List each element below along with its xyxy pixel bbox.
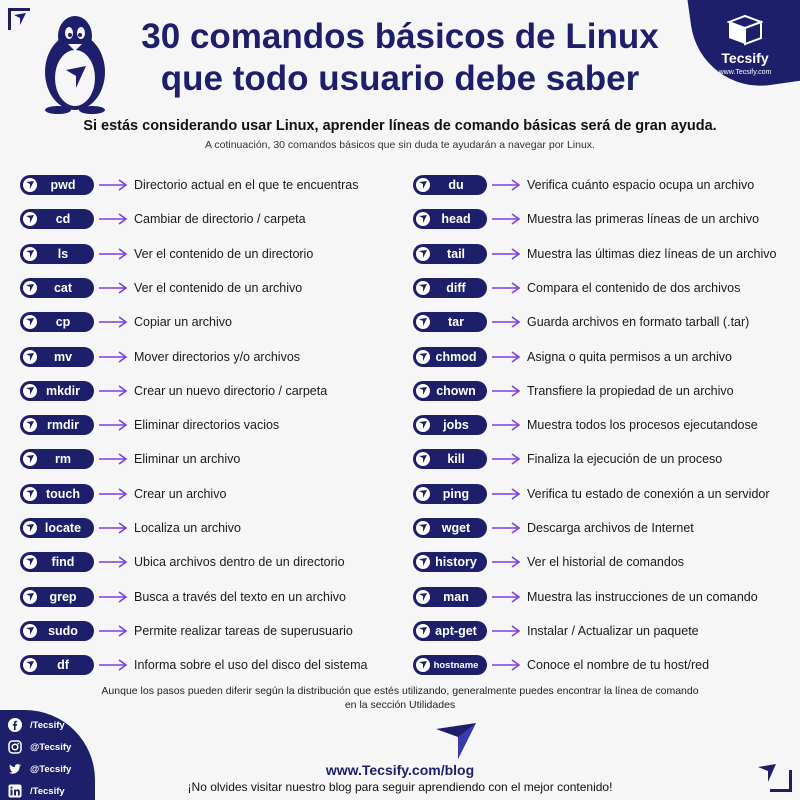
command-pill	[20, 244, 94, 264]
command-pill	[20, 175, 94, 195]
tecsify-bullet-icon	[418, 386, 428, 396]
tecsify-bullet-icon	[418, 180, 428, 190]
command-description: Ubica archivos dentro de un directorio	[134, 555, 345, 570]
social-twitter-label: @Tecsify	[30, 763, 72, 775]
command-pill	[413, 415, 487, 435]
arrow-right-icon	[98, 453, 128, 465]
tecsify-bullet-icon	[418, 592, 428, 602]
command-name: man	[443, 589, 469, 604]
command-name: du	[448, 178, 464, 192]
arrow-right-icon	[98, 488, 128, 500]
command-pill	[20, 312, 94, 332]
command-name: diff	[446, 280, 466, 295]
command-pill	[413, 244, 487, 264]
arrow-right-icon	[98, 179, 128, 191]
command-pill	[20, 484, 94, 504]
arrow-right-icon	[98, 522, 128, 534]
command-row-kill	[413, 448, 722, 470]
social-facebook-label: /Tecsify	[30, 719, 65, 731]
command-name: cp	[55, 315, 71, 330]
bullet-dot	[416, 212, 430, 226]
command-description: Compara el contenido de dos archivos	[527, 280, 741, 295]
tecsify-bullet-icon	[25, 592, 35, 602]
command-name: chmod	[435, 349, 477, 364]
command-name: kill	[447, 452, 465, 467]
tecsify-bullet-icon	[25, 214, 35, 224]
command-description: Verifica cuánto espacio ocupa un archivo	[527, 178, 755, 192]
tecsify-bullet-icon	[25, 420, 35, 430]
command-row-rmdir	[20, 414, 279, 436]
social-linkedin-label: /Tecsify	[30, 785, 65, 797]
command-name: chown	[436, 383, 476, 398]
tecsify-bullet-icon	[418, 214, 428, 224]
tecsify-bullet-icon	[25, 523, 35, 533]
command-row-rm	[20, 448, 240, 470]
command-row-cd	[20, 208, 306, 230]
command-pill	[20, 587, 94, 607]
arrow-right-icon	[491, 488, 521, 500]
command-row-du	[413, 174, 754, 196]
arrow-right-icon	[98, 282, 128, 294]
command-pill	[20, 381, 94, 401]
command-description: Crear un archivo	[134, 486, 227, 501]
command-pill	[413, 449, 487, 469]
bullet-dot	[23, 521, 37, 535]
command-name: tail	[446, 246, 466, 261]
command-row-chmod	[413, 346, 732, 368]
command-name: grep	[49, 589, 77, 604]
social-linkedin[interactable]	[8, 780, 108, 800]
command-name: cat	[53, 280, 73, 295]
command-name: pwd	[50, 178, 76, 192]
command-name: head	[441, 212, 471, 227]
bullet-dot	[416, 590, 430, 604]
command-description: Eliminar un archivo	[134, 452, 241, 467]
title-line-1: 30 comandos básicos de Linux	[141, 17, 659, 56]
linkedin-icon	[8, 784, 22, 798]
command-row-jobs	[413, 414, 758, 436]
brand-name: Tecsify	[721, 50, 769, 66]
command-description: Conoce el nombre de tu host/red	[527, 658, 710, 673]
command-name: sudo	[48, 623, 78, 638]
tecsify-bullet-icon	[418, 352, 428, 362]
command-description: Transfiere la propiedad de un archivo	[527, 383, 734, 398]
tecsify-bullet-icon	[25, 660, 35, 670]
command-row-diff	[413, 277, 740, 299]
bullet-dot	[416, 555, 430, 569]
command-description: Cambiar de directorio / carpeta	[134, 212, 306, 227]
bullet-dot	[416, 418, 430, 432]
arrow-right-icon	[491, 316, 521, 328]
arrow-right-icon	[98, 659, 128, 671]
arrow-right-icon	[491, 385, 521, 397]
command-name: tar	[448, 315, 464, 330]
bullet-dot	[23, 315, 37, 329]
bullet-dot	[23, 247, 37, 261]
blog-url-link[interactable]: www.Tecsify.com/blog	[325, 762, 475, 778]
tecsify-bullet-icon	[418, 489, 428, 499]
command-name: ls	[57, 246, 69, 261]
facebook-icon	[8, 718, 22, 732]
page-title	[110, 16, 690, 100]
command-pill	[20, 278, 94, 298]
tecsify-bullet-icon	[25, 489, 35, 499]
command-pill	[20, 415, 94, 435]
bullet-dot	[23, 555, 37, 569]
instagram-icon	[8, 740, 22, 754]
command-row-chown	[413, 380, 734, 402]
subtitle: Si estás considerando usar Linux, aprender líneas de comando básicas será de gran ayuda.	[83, 118, 717, 134]
arrow-right-icon	[491, 282, 521, 294]
command-description: Crear un nuevo directorio / carpeta	[134, 383, 328, 398]
bullet-dot	[416, 247, 430, 261]
tecsify-bullet-icon	[25, 283, 35, 293]
commands-grid	[0, 174, 800, 674]
blog-cta-text: ¡No olvides visitar nuestro blog para seguir aprendiendo con el mejor contenido!	[187, 780, 613, 794]
arrow-right-icon	[98, 385, 128, 397]
social-instagram-label: @Tecsify	[30, 741, 72, 753]
bullet-dot	[23, 212, 37, 226]
bullet-dot	[416, 315, 430, 329]
arrow-right-icon	[491, 556, 521, 568]
command-pill	[413, 621, 487, 641]
command-row-cp	[20, 311, 232, 333]
social-links	[8, 714, 108, 800]
command-row-mv	[20, 346, 300, 368]
command-row-grep	[20, 586, 346, 608]
command-name: df	[57, 658, 69, 673]
command-description: Mover directorios y/o archivos	[134, 349, 301, 364]
arrow-right-icon	[491, 351, 521, 363]
bullet-dot	[416, 384, 430, 398]
command-name: hostname	[433, 659, 479, 671]
command-pill	[413, 518, 487, 538]
social-twitter[interactable]	[8, 758, 108, 780]
command-row-df	[20, 654, 367, 676]
intro-text: A cotinuación, 30 comandos básicos que sin duda te ayudarán a navegar por Linux.	[205, 139, 595, 151]
command-row-hostname	[413, 654, 709, 676]
command-name: rm	[55, 452, 71, 467]
command-pill	[20, 347, 94, 367]
arrow-right-icon	[491, 522, 521, 534]
command-row-tail	[413, 243, 776, 265]
bullet-dot	[23, 178, 37, 192]
title-line-2: que todo usuario debe saber	[160, 59, 640, 98]
command-pill	[413, 655, 487, 675]
bullet-dot	[416, 350, 430, 364]
bullet-dot	[23, 487, 37, 501]
bullet-dot	[416, 521, 430, 535]
command-description: Copiar un archivo	[134, 315, 232, 330]
bullet-dot	[416, 281, 430, 295]
command-description: Instalar / Actualizar un paquete	[527, 623, 699, 638]
command-description: Muestra las últimas diez líneas de un archivo	[527, 246, 777, 261]
arrow-right-icon	[98, 248, 128, 260]
bullet-dot	[416, 178, 430, 192]
command-pill	[413, 381, 487, 401]
brand-block	[708, 14, 782, 76]
arrow-right-icon	[491, 625, 521, 637]
command-description: Permite realizar tareas de superusuario	[134, 623, 353, 638]
command-description: Ver el historial de comandos	[527, 555, 685, 570]
twitter-icon	[8, 762, 22, 776]
command-row-touch	[20, 483, 226, 505]
bullet-dot	[23, 658, 37, 672]
tecsify-corner-logo-icon	[758, 764, 776, 782]
command-pill	[413, 278, 487, 298]
arrow-right-icon	[98, 419, 128, 431]
tecsify-bullet-icon	[418, 557, 428, 567]
bullet-dot	[23, 452, 37, 466]
tecsify-bullet-icon	[25, 317, 35, 327]
command-pill	[20, 621, 94, 641]
command-description: Finaliza la ejecución de un proceso	[527, 452, 723, 467]
tecsify-bullet-icon	[25, 180, 35, 190]
command-description: Ver el contenido de un archivo	[134, 280, 303, 295]
command-row-apt-get	[413, 620, 699, 642]
footer-note: Aunque los pasos pueden diferir según la distribución que estés utilizando, generalmente puedes encontrar la línea de comando en la sección Utilidades	[101, 685, 699, 711]
command-description: Muestra las primeras líneas de un archivo	[527, 212, 760, 227]
command-description: Verifica tu estado de conexión a un servidor	[527, 486, 770, 501]
command-pill	[413, 209, 487, 229]
arrow-right-icon	[98, 213, 128, 225]
tecsify-bullet-icon	[418, 660, 428, 670]
arrow-right-icon	[491, 591, 521, 603]
command-name: apt-get	[435, 623, 477, 638]
tecsify-bullet-icon	[25, 386, 35, 396]
command-name: cd	[55, 212, 71, 227]
command-row-locate	[20, 517, 241, 539]
bullet-dot	[416, 452, 430, 466]
arrow-right-icon	[491, 453, 521, 465]
command-pill	[20, 209, 94, 229]
bullet-dot	[23, 418, 37, 432]
bullet-dot	[23, 281, 37, 295]
command-pill	[413, 484, 487, 504]
command-pill	[413, 312, 487, 332]
command-pill	[413, 175, 487, 195]
bullet-dot	[23, 384, 37, 398]
command-pill	[20, 449, 94, 469]
command-pill	[413, 587, 487, 607]
bullet-dot	[416, 624, 430, 638]
command-name: locate	[44, 521, 82, 535]
tecsify-bullet-icon	[25, 626, 35, 636]
command-description: Muestra todos los procesos ejecutandose	[527, 418, 758, 433]
tecsify-small-logo-icon	[14, 13, 26, 25]
bullet-dot	[416, 658, 430, 672]
social-facebook[interactable]	[8, 714, 108, 736]
command-description: Guarda archivos en formato tarball (.tar)	[527, 315, 750, 330]
tecsify-bullet-icon	[418, 283, 428, 293]
command-row-sudo	[20, 620, 353, 642]
command-pill	[20, 518, 94, 538]
tecsify-bullet-icon	[418, 317, 428, 327]
tecsify-box-logo-icon	[727, 14, 763, 46]
arrow-right-icon	[98, 556, 128, 568]
bullet-dot	[416, 487, 430, 501]
command-name: mkdir	[45, 383, 81, 398]
command-name: touch	[45, 486, 81, 501]
bullet-dot	[23, 350, 37, 364]
command-description: Directorio actual en el que te encuentras	[134, 178, 359, 192]
tecsify-bullet-icon	[25, 352, 35, 362]
command-row-head	[413, 208, 759, 230]
arrow-right-icon	[98, 591, 128, 603]
command-pill	[20, 552, 94, 572]
tecsify-bullet-icon	[418, 454, 428, 464]
tecsify-bullet-icon	[418, 249, 428, 259]
command-row-man	[413, 586, 758, 608]
command-name: rmdir	[47, 418, 79, 433]
command-row-pwd	[20, 174, 358, 196]
command-row-tar	[413, 311, 749, 333]
tecsify-bullet-icon	[418, 420, 428, 430]
command-row-ls	[20, 243, 313, 265]
command-pill	[20, 655, 94, 675]
tecsify-bullet-icon	[25, 454, 35, 464]
tecsify-bullet-icon	[418, 626, 428, 636]
arrow-right-icon	[98, 316, 128, 328]
tecsify-bullet-icon	[25, 249, 35, 259]
command-description: Ver el contenido de un directorio	[134, 246, 314, 261]
bullet-dot	[23, 590, 37, 604]
arrow-right-icon	[491, 179, 521, 191]
command-description: Asigna o quita permisos a un archivo	[527, 349, 732, 364]
command-row-ping	[413, 483, 770, 505]
command-row-wget	[413, 517, 694, 539]
arrow-right-icon	[491, 659, 521, 671]
command-name: ping	[442, 486, 470, 501]
tecsify-logo-icon	[436, 723, 476, 759]
command-name: mv	[53, 349, 73, 364]
command-description: Muestra las instrucciones de un comando	[527, 589, 758, 604]
command-description: Descarga archivos de Internet	[527, 521, 694, 535]
command-name: jobs	[443, 418, 469, 433]
command-name: history	[435, 555, 477, 570]
tecsify-bullet-icon	[418, 523, 428, 533]
command-name: find	[51, 555, 75, 570]
command-row-cat	[20, 277, 302, 299]
tux-penguin-icon	[36, 14, 114, 114]
arrow-right-icon	[491, 213, 521, 225]
command-description: Busca a través del texto en un archivo	[134, 589, 346, 604]
social-instagram[interactable]	[8, 736, 108, 758]
command-row-mkdir	[20, 380, 327, 402]
arrow-right-icon	[491, 419, 521, 431]
tecsify-bullet-icon	[25, 557, 35, 567]
command-row-history	[413, 551, 684, 573]
command-description: Localiza un archivo	[134, 521, 242, 535]
command-description: Eliminar directorios vacios	[134, 418, 280, 433]
command-pill	[413, 347, 487, 367]
command-row-find	[20, 551, 345, 573]
arrow-right-icon	[98, 351, 128, 363]
command-name: wget	[441, 521, 471, 535]
arrow-right-icon	[98, 625, 128, 637]
bullet-dot	[23, 624, 37, 638]
arrow-right-icon	[491, 248, 521, 260]
brand-url[interactable]: www.Tecsify.com	[718, 69, 772, 76]
command-pill	[413, 552, 487, 572]
command-description: Informa sobre el uso del disco del sistema	[134, 658, 368, 673]
